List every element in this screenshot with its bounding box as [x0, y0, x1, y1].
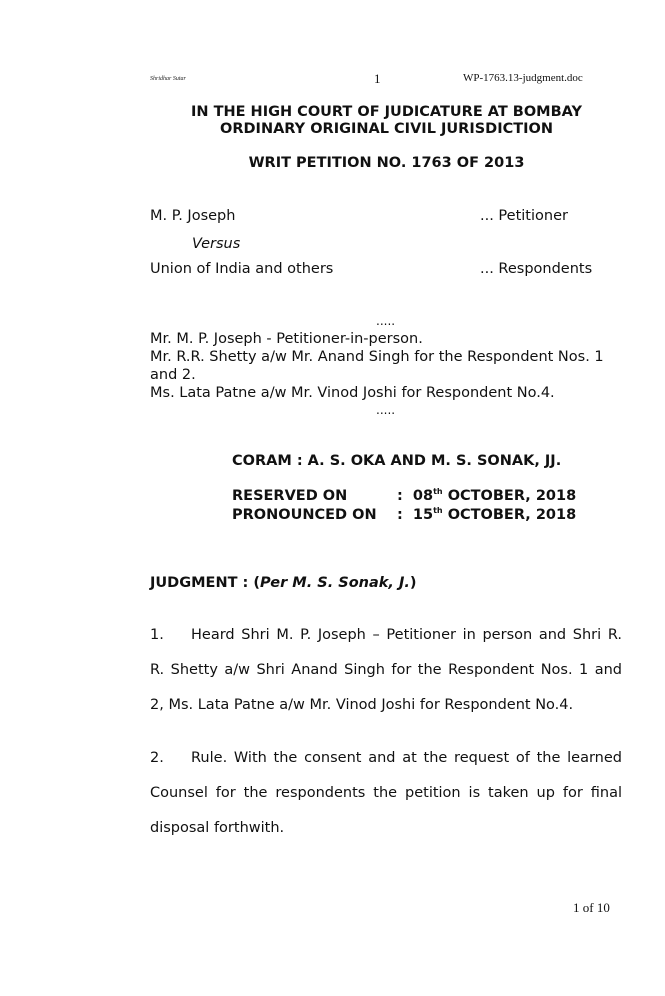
respondent-name: Union of India and others: [150, 261, 334, 277]
pronounced-suffix: th: [433, 506, 443, 515]
header-page-number: 1: [374, 71, 381, 86]
header-author: Shridhar Sutar: [150, 76, 186, 82]
reserved-rest: OCTOBER, 2018: [442, 488, 577, 504]
jurisdiction: ORDINARY ORIGINAL CIVIL JURISDICTION: [220, 121, 553, 137]
judgment-close: ): [409, 575, 417, 591]
counsel-line: Ms. Lata Patne a/w Mr. Vinod Joshi for Respondent No.4.: [150, 385, 555, 401]
coram: CORAM : A. S. OKA AND M. S. SONAK, JJ.: [232, 453, 562, 469]
separator-top: .....: [376, 314, 396, 328]
reserved-on: [232, 487, 576, 504]
header-filename: WP-1763.13-judgment.doc: [463, 72, 583, 84]
judgment-label: JUDGMENT : (: [150, 575, 260, 591]
paragraph-line: R. Shetty a/w Shri Anand Singh for the Respondent Nos. 1 and: [150, 662, 622, 678]
paragraph-line: 2. Rule. With the consent and at the request of the learned: [150, 741, 622, 776]
petitioner-role: ... Petitioner: [480, 208, 568, 224]
pronounced-rest: OCTOBER, 2018: [442, 507, 577, 523]
counsel-line: Mr. R.R. Shetty a/w Mr. Anand Singh for the Respondent Nos. 1 and 2.: [150, 349, 604, 383]
versus-label: Versus: [192, 236, 241, 252]
reserved-suffix: th: [433, 487, 443, 496]
separator-bottom: .....: [376, 403, 396, 417]
paragraph-line: disposal forthwith.: [150, 820, 285, 836]
judgment-per: Per M. S. Sonak, J.: [260, 575, 410, 591]
judgment-heading: [150, 575, 417, 591]
reserved-label: RESERVED ON: [232, 488, 348, 504]
colon: :: [397, 507, 403, 523]
petitioner-name: M. P. Joseph: [150, 208, 236, 224]
pronounced-on: [232, 506, 576, 523]
paragraph-line: 1. Heard Shri M. P. Joseph – Petitioner in person and Shri R.: [150, 618, 622, 653]
counsel-list: [150, 330, 630, 402]
reserved-day: 08: [412, 488, 434, 504]
paragraph-line: Counsel for the respondents the petition is taken up for final: [150, 785, 622, 801]
paragraph-1: [150, 618, 622, 723]
paragraph-number: 2.: [150, 750, 164, 766]
respondent-role: ... Respondents: [480, 261, 593, 277]
paragraph-line: 2, Ms. Lata Patne a/w Mr. Vinod Joshi for Respondent No.4.: [150, 697, 574, 713]
court-name: IN THE HIGH COURT OF JUDICATURE AT BOMBAY: [191, 104, 582, 120]
colon: :: [397, 488, 403, 504]
paragraph-2: [150, 741, 622, 846]
pronounced-label: PRONOUNCED ON: [232, 507, 377, 523]
counsel-line: Mr. M. P. Joseph - Petitioner-in-person.: [150, 331, 423, 347]
page-footer: 1 of 10: [573, 900, 610, 915]
petition-number: WRIT PETITION NO. 1763 OF 2013: [248, 155, 525, 171]
pronounced-day: 15: [412, 507, 434, 523]
paragraph-number: 1.: [150, 627, 164, 643]
